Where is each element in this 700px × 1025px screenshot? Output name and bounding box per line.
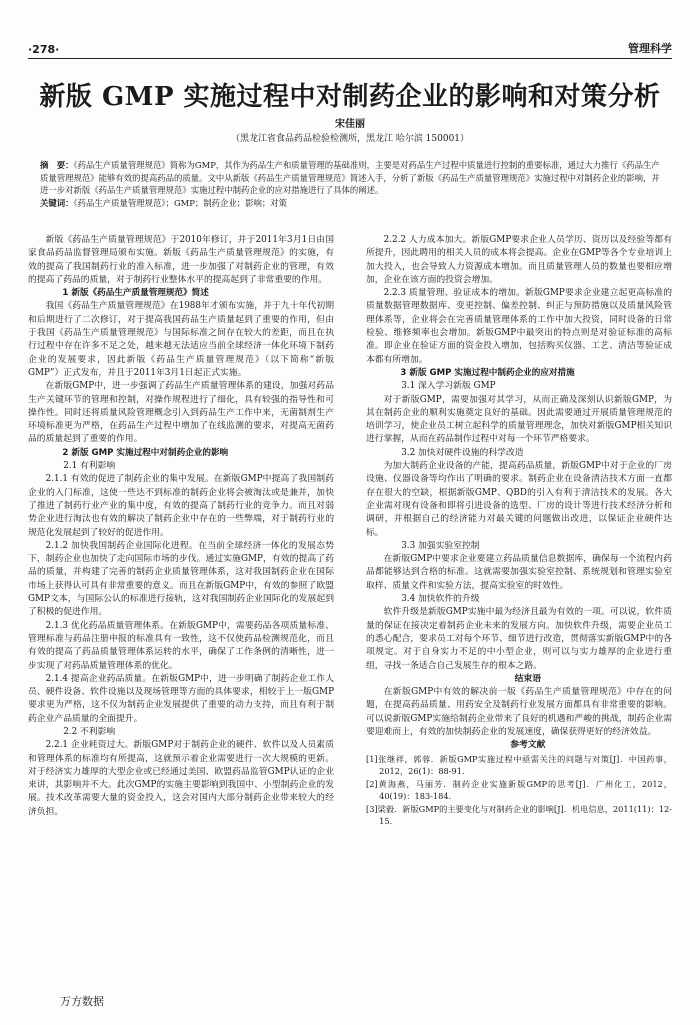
subsection-heading: 3.3 加强实验室控制 [401,540,480,551]
paragraph: 为加大制药企业设备的产能，提高药品质量，新版GMP中对于企业的厂房设施、仪器设备等均作出了明确的要求。制药企业在设备清洁技术方面一直都存在很大的空缺，根据新版GMP、QBD的引入有利于清洁技术的发展。各大企业需对现有设备和即将引进设备的选型、厂房的设计等进行技术经济分析和调研，并根据自己的经济能力对最关键的问题做出改进，以保证企业硬件达标。 [366,461,672,538]
footer-watermark: 万方数据 [60,995,104,1008]
paragraph: 2.1.3 优化药品质量管理体系。在新版GMP中，需要药品各项质量标准、管理标准与药品注册申报的标准具有一致性，这不仅使药品检测规范化，而且有效的提高了药品质量管理体系运转的水平，确保了工作条例的清晰性，进一步实现了对药品质量管理体系的优化。 [28,620,334,671]
paragraph: 2.1.4 提高企业药品质量。在新版GMP中，进一步明确了制药企业工作人员、硬件设备、软件设施以及现场管理等方面的具体要求，相较于上一版GMP要求更为严格，这不仅为制药企业发展提供了重要的动力支持，而且有利于制药企业产品质量的全面提升。 [28,673,334,724]
section-heading: 1 新版《药品生产质量管理规范》简述 [62,288,209,299]
center-heading: 结束语 [514,673,541,684]
subsection-heading: 3.1 深入学习新版 GMP [401,381,496,392]
paragraph: 我国《药品生产质量管理规范》在1988年才颁布实施，并于九十年代初期和后期进行了二次修订，对于提高我国药品生产质量起到了重要的作用，但由于我国《药品生产质量管理规范》与国际标准之间存在较大的差距，而且在执行过程中存在许多不足之处，越来越无法适应当前全球经济一体化环境下制药企业的发展要求，因此新版《药品生产质量管理规范》（以下简称“新版 GMP”）正式发布，并且于2011年3月1日起正式实施。 [28,301,334,378]
page-number: ·278· [28,43,60,56]
subsection-heading: 2.2 不利影响 [63,726,116,737]
paragraph: 2.1.1 有效的促进了制药企业的集中发展。在新版GMP中提高了我国制药企业的入门标准，这使一些达不到标准的制药企业将会被淘汰或是兼并，加快了推进了制药行业产业的集中度，有效的提高了制药行业的竞争力。而且对弱势企业进行淘汰也有效的解决了制药企业中存在的一些弊端，对于制药行业的规范化发展起到了较好的促进作用。 [28,474,334,538]
paragraph: 新版《药品生产质量管理规范》于2010年修订，并于2011年3月1日由国家食品药品监督管理局颁布实施。新版《药品生产质量管理规范》的实施，有效的提高了我国制药行业的准入标准，进一步加强了对制药企业的管理，有效的提高了药品的质量，对于制药行业整体水平的提高起到了非常重要的作用。 [28,235,334,285]
keywords-label: 关键词： [40,197,74,208]
left-column [28,234,334,819]
article-title: 新版 GMP 实施过程中对制药企业的影响和对策分析 [39,82,661,112]
paragraph: 2.1.2 加快我国制药企业国际化进程。在当前全球经济一体化的发展态势下，制药企业也加快了走向国际市场的步伐。通过实施GMP，有效的提高了药品的质量，并构建了完善的制药企业质量管理体系，这对我国制药企业在国际市场上获得认可具有非常重要的意义。而且在新版GMP中，有效的参照了欧盟GMP文本，与国际公认的标准进行接轨，这对我国制药企业国际化的发展起到了积极的促进作用。 [28,540,334,618]
journal-name: 管理科学 [628,42,672,55]
section-heading: 3 新版 GMP 实施过程中制药企业的应对措施 [400,367,575,378]
reference-item: [2]黄海燕，马丽芳．制药企业实施新版GMP的思考[J]．广州化工，2012，40(19)：183-184. [366,778,672,802]
keywords-body: 《药品生产质量管理规范》；GMP；制药企业；影响；对策 [73,197,288,208]
abstract-block [40,159,660,209]
abstract-body: 《药品生产质量管理规范》简称为GMP，其作为药品生产和质量管理的基础准则，主要是对药品生产过程中质量进行控制的重要标准，通过大力推行《药品生产质量管理规范》能够有效的提高药品的质量。文中从新版《药品生产质量管理规范》简述入手，分析了新版《药品生产质量管理规范》实施过程中对制药企业的影响，并进一步对新版《药品生产质量管理规范》实施过程中制药企业的应对措施进行了具体的阐述。 [40,160,660,195]
paragraph: 2.2.2 人力成本加大。新版GMP要求企业人员学历、资历以及经验等都有所提升，因此聘用的相关人员的成本将会提高。企业在GMP等各个专业培训上加大投入，也会导致人力资源成本增加。而且质量管理人员的数量也要相应增加，企业在该方面的投资会增加。 [366,235,672,285]
paragraph: 在新版GMP中有效的解决前一版《药品生产质量管理规范》中存在的问题，在提高药品质量、用药安全及制药行业发展方面都具有非常重要的影响。可以说新版GMP实施给制药企业带来了良好的机遇和严峻的挑战，制药企业需要迎难而上，有效的加快制药企业的发展速度，确保获得更好的经济效益。 [366,687,672,737]
paragraph: 对于新版GMP，需要加强对其学习，从而正确及深刻认识新版GMP，为其在制药企业的顺利实施奠定良好的基础。因此需要通过开展质量管理规范的培训学习，使企业员工树立起科学的质量管理理念，加快对新版GMP相关知识进行掌握，从而在药品制作过程中对每一个环节严格要求。 [366,394,672,445]
abstract-text [40,159,660,197]
running-header [28,36,672,56]
paragraph: 在新版GMP中，进一步强调了药品生产质量管理体系的建设，加强对药品生产关键环节的管理和控制，对操作规程进行了细化，具有较强的指导性和可操作性。同时还将质量风险管理概念引入到药品生产工作中来，无菌制剂生产环境标准更为严格，在药品生产过程中增加了在线监测的要求，对提高无菌药品的质量起到了重要的作用。 [28,381,334,445]
center-heading: 参考文献 [510,740,546,751]
author-affiliation: （黑龙江省食品药品检验检测所，黑龙江 哈尔滨 150001） [230,134,470,144]
paragraph: 软件升级是新版GMP实施中最为经济且最为有效的一项。可以说，软件质量的保证在接决定着制药企业未来的发展方向。加快软件升级，需要企业员工的悉心配合，要求员工对每个环节、细节进行改造，贯彻落实新版GMP中的各项规定。对于自身实力不足的中小型企业，则可以与实力雄厚的企业进行重组，寻找一条适合自己发展生存的根本之路。 [366,607,672,671]
subsection-heading: 2.1 有利影响 [63,461,116,472]
header-rule [28,58,672,59]
subsection-heading: 3.2 加快对硬件设施的科学改造 [401,447,524,458]
paragraph: 2.2.1 企业耗资过大。新版GMP对于制药企业的硬件、软件以及人员素质和管理体系的标准均有所提高，这就预示着企业需要进行一次大规模的更新。对于经济实力雄厚的大型企业或已经通过美国、欧盟药品监管GMP认证的企业来讲，其影响并不大。此次GMP的实施主要影响到我国中、小型制药企业的发展。技术改革需要大量的资金投入，这会对国内大部分制药企业带来较大的经济负担。 [28,740,334,817]
reference-item: [3]梁毅．新版GMP的主要变化与对制药企业的影响[J]．机电信息，2011(11)：12-15. [366,803,672,827]
section-heading: 2 新版 GMP 实施过程中对制药企业的影响 [62,447,229,458]
subsection-heading: 3.4 加快软件的升级 [401,594,480,605]
abstract-label: 摘 要： [40,160,74,170]
paragraph: 在新版GMP中要求企业要建立药品质量信息数据库，确保每一个流程内药品都能够达到合格的标准。这就需要加强实验室控制、系统规划和管理实验室取样、质量文件和实验方法，提高实验室的时效性。 [366,554,672,591]
paragraph: 2.2.3 质量管理、验证成本的增加。新版GMP要求企业建立起更高标准的质量数据管理数据库、变更控制、偏差控制、纠正与预防措施以及质量风险管理体系等，企业将会在完善质量管理体系的工作中加大投资，同时设备的日常检验、维修频率也会增加。新版GMP中最突出的特点则是对验证标准的高标准。即企业在验证方面的资金投入增加，包括购买仪器、工艺、清洁等验证成本都有所增加。 [366,288,672,365]
keywords [40,197,660,210]
reference-item: [1]张继祥，郭蓉．新版GMP实施过程中亟需关注的问题与对策[J]．中国药事，2012，26(1)：88-91. [366,753,672,777]
right-column [366,234,672,828]
author-name: 宋佳丽 [335,119,365,130]
